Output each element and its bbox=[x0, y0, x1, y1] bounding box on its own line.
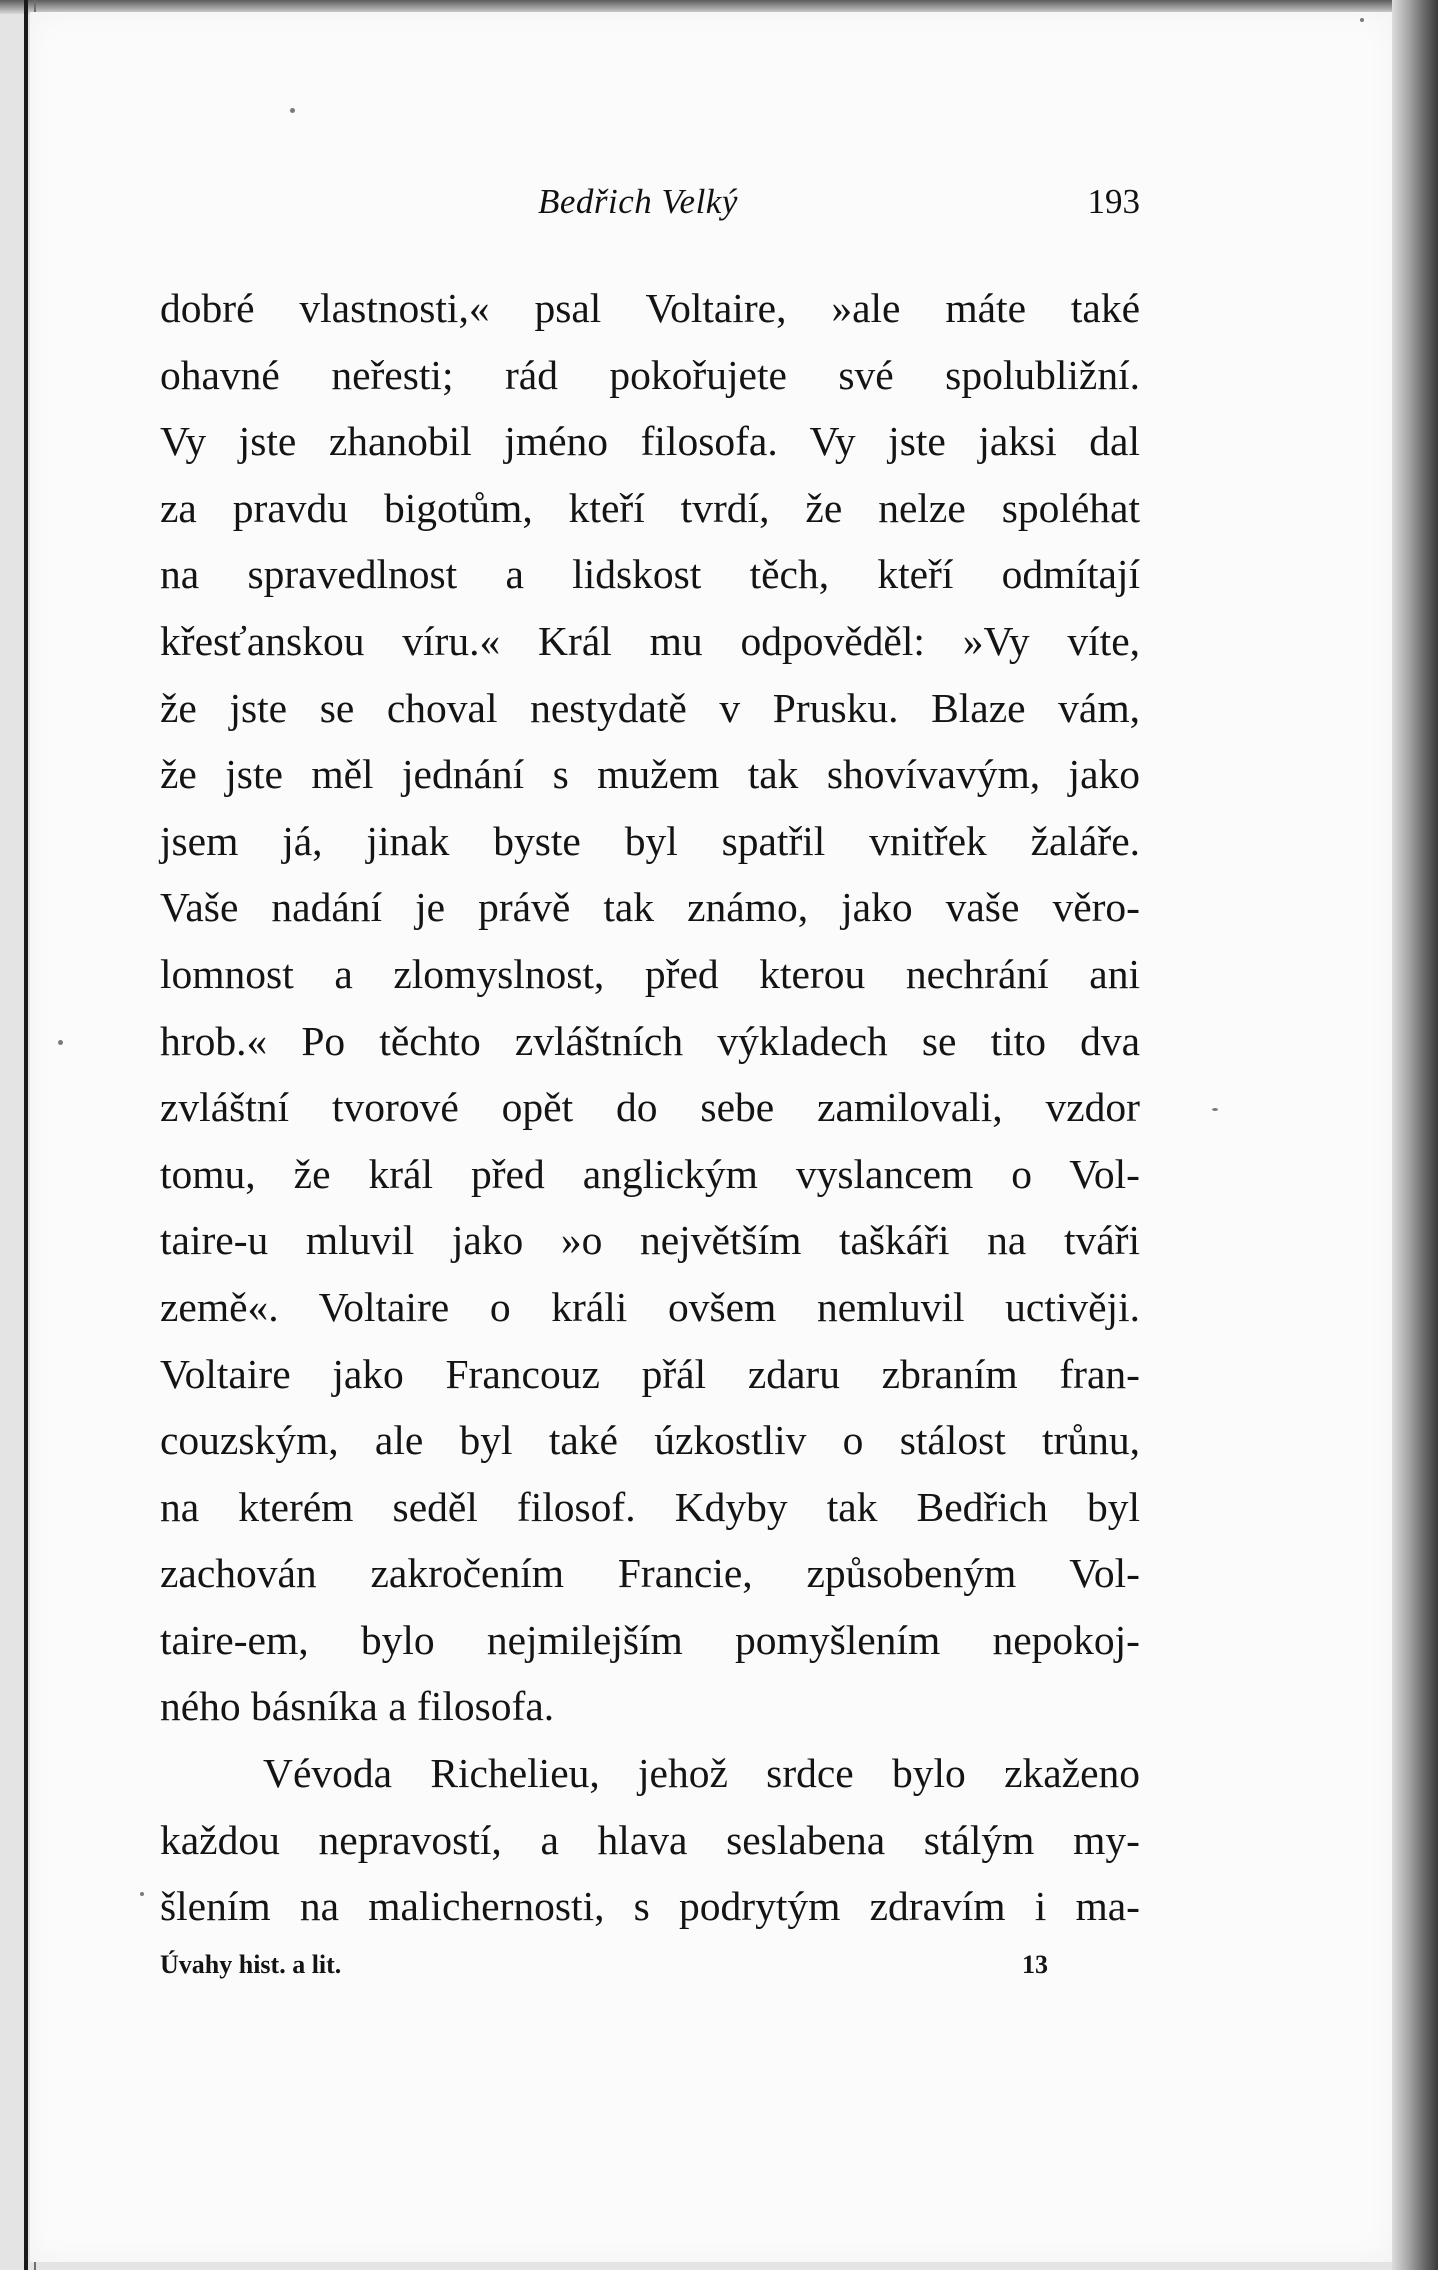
text-line: Vy jste zhanobil jméno filosofa. Vy jste jaksi dal bbox=[160, 418, 1140, 465]
text-line: země«. Voltaire o králi ovšem nemluvil uctivěji. bbox=[160, 1283, 1140, 1330]
scan-speck bbox=[1360, 18, 1364, 22]
text-line: dobré vlastnosti,« psal Voltaire, »ale máte také bbox=[160, 285, 1140, 331]
text-line: taire-u mluvil jako »o největším taškáři na tváři bbox=[160, 1217, 1140, 1264]
left-binding-edge bbox=[24, 0, 28, 2270]
page-header bbox=[160, 182, 1140, 242]
page-footer bbox=[160, 1950, 1048, 1990]
text-line: ohavné neřesti; rád pokořujete své spolubližní. bbox=[160, 351, 1140, 398]
right-page-shadow bbox=[1392, 0, 1438, 2270]
text-line: zachován zakročením Francie, způsobeným Vol- bbox=[160, 1550, 1140, 1597]
text-line: že jste měl jednání s mužem tak shovívavým, jako bbox=[160, 751, 1140, 798]
text-line: za pravdu bigotům, kteří tvrdí, že nelze spoléhat bbox=[160, 484, 1140, 531]
text-line: Voltaire jako Francouz přál zdaru zbraním fran- bbox=[160, 1350, 1140, 1397]
running-title: Bedřich Velký bbox=[538, 182, 738, 221]
text-line: tomu, že král před anglickým vyslancem o Vol- bbox=[160, 1150, 1140, 1197]
text-line: Vaše nadání je právě tak známo, jako vaše věro- bbox=[160, 884, 1140, 931]
scan-speck bbox=[140, 1892, 144, 1896]
text-line: taire-em, bylo nejmilejším pomyšlením nepokoj- bbox=[160, 1616, 1140, 1663]
printer-signature: Úvahy hist. a lit. bbox=[160, 1950, 342, 1979]
text-line: jsem já, jinak byste byl spatřil vnitřek žaláře. bbox=[160, 817, 1140, 864]
body-text bbox=[160, 275, 1140, 1940]
scan-speck bbox=[1212, 1108, 1218, 1111]
text-line: každou nepravostí, a hlava seslabena stálým my- bbox=[160, 1816, 1140, 1863]
paragraph-start-line: Vévoda Richelieu, jehož srdce bylo zkaženo bbox=[263, 1750, 1140, 1797]
text-line: zvláštní tvorové opět do sebe zamilovali, vzdor bbox=[160, 1084, 1140, 1131]
scan-speck bbox=[290, 108, 295, 113]
scan-speck bbox=[58, 1040, 63, 1045]
page-number: 193 bbox=[1087, 182, 1140, 221]
text-line: že jste se choval nestydatě v Prusku. Blaze vám, bbox=[160, 684, 1140, 731]
text-line: na kterém seděl filosof. Kdyby tak Bedřich byl bbox=[160, 1483, 1140, 1530]
text-line: hrob.« Po těchto zvláštních výkladech se tito dva bbox=[160, 1017, 1140, 1064]
paragraph-end-line: ného básníka a filosofa. bbox=[160, 1683, 555, 1730]
text-line: couzským, ale byl také úzkostliv o stálost trůnu, bbox=[160, 1417, 1140, 1464]
text-line: lomnost a zlomyslnost, před kterou nechrání ani bbox=[160, 950, 1140, 997]
text-line: šlením na malichernosti, s podrytým zdravím i ma- bbox=[160, 1883, 1140, 1930]
text-line: na spravedlnost a lidskost těch, kteří odmítají bbox=[160, 551, 1140, 598]
text-line: křesťanskou víru.« Král mu odpověděl: »Vy víte, bbox=[160, 617, 1140, 664]
sheet-number: 13 bbox=[1022, 1950, 1048, 1979]
